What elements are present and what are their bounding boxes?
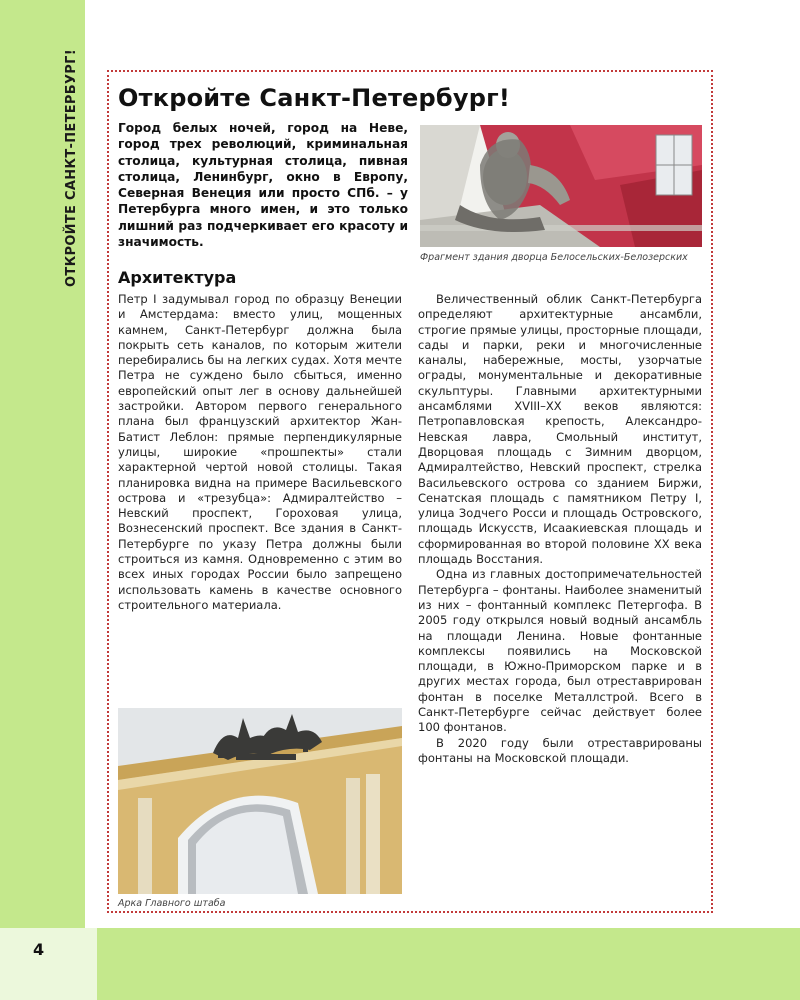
page-number-box — [0, 928, 97, 1000]
text-column-left — [118, 292, 402, 613]
palace-fragment-illustration — [420, 125, 702, 247]
section-heading: Архитектура — [118, 268, 237, 287]
palace-fragment-photo — [420, 125, 702, 247]
paragraph: Одна из главных достопримечательностей Петербурга – фонтаны. Наиболее знаменитый из них – фонтанный комплекс Петергофа. В 2005 году открылся новый водный ансамбль на площади Ленина. Новые фонтанные комплексы появились на Московской площади, в Южно-Приморском парке и в других местах города, был отреставрирован фонтан в поселке Металлстрой. Всего в Санкт-Петербурге сейчас действует более 100 фонтанов. — [418, 567, 702, 735]
footer-band — [0, 928, 800, 1000]
vertical-section-label: ОТКРОЙТЕ САНКТ-ПЕТЕРБУРГ! — [64, 49, 79, 287]
article-title: Откройте Санкт-Петербург! — [118, 84, 510, 112]
general-staff-arch-photo — [118, 708, 402, 894]
paragraph: Петр I задумывал город по образцу Венеции и Амстердама: вместо улиц, мощенных камнем, Санкт-Петербург должна была покрыть сеть каналов, по которым жители перебирались бы на легких судах. Хотя мечте Петра не суждено было сбыться, именно европейский опыт лег в основу дальнейшей застройки. Автором первого генерального плана был французский архитектор Жан-Батист Леблон: прямые перпендикулярные улицы, широкие «прошпекты» стали характерной чертой новой столицы. Такая планировка видна на примере Васильевского острова и «трезубца»: Адмиралтейство – Невский проспект, Гороховая улица, Вознесенский проспект. Все здания в Санкт-Петербурге по указу Петра должны были строиться из камня. Одновременно с этим во всех иных городах России было запрещено использовать камень в качестве основного строительного материала. — [118, 292, 402, 612]
article-lead: Город белых ночей, город на Неве, город трех революций, криминальная столица, культурная столица, пивная столица, Ленинбург, окно в Европу, Северная Венеция или просто СПб. – у Петербурга много имен, и это только лишний раз подчеркивает его красоту и значимость. — [118, 121, 408, 250]
palace-photo-caption: Фрагмент здания дворца Белосельских-Белозерских — [420, 252, 688, 263]
arch-photo-caption: Арка Главного штаба — [118, 898, 226, 909]
page-number: 4 — [33, 940, 45, 959]
arch-illustration — [118, 708, 402, 894]
text-column-right — [418, 292, 702, 766]
paragraph: Величественный облик Санкт-Петербурга определяют архитектурные ансамбли, строгие прямые улицы, просторные площади, сады и парки, реки и многочисленные каналы, набережные, мосты, узорчатые ограды, монументальные и декоративные скульптуры. Главными архитектурными ансамблями XVIII–XX веков являются: Петропавловская крепость, Александро-Невская лавра, Смольный институт, Дворцовая площадь с Зимним дворцом, Адмиралтейство, Невский проспект, стрелка Васильевского острова со зданием Биржи, Сенатская площадь с памятником Петру I, улица Зодчего Росси и площадь Островского, площадь Искусств, Исаакиевская площадь и сформированная во второй половине XX века площадь Восстания. — [418, 292, 702, 567]
paragraph: В 2020 году были отреставрированы фонтаны на Московской площади. — [418, 735, 702, 765]
